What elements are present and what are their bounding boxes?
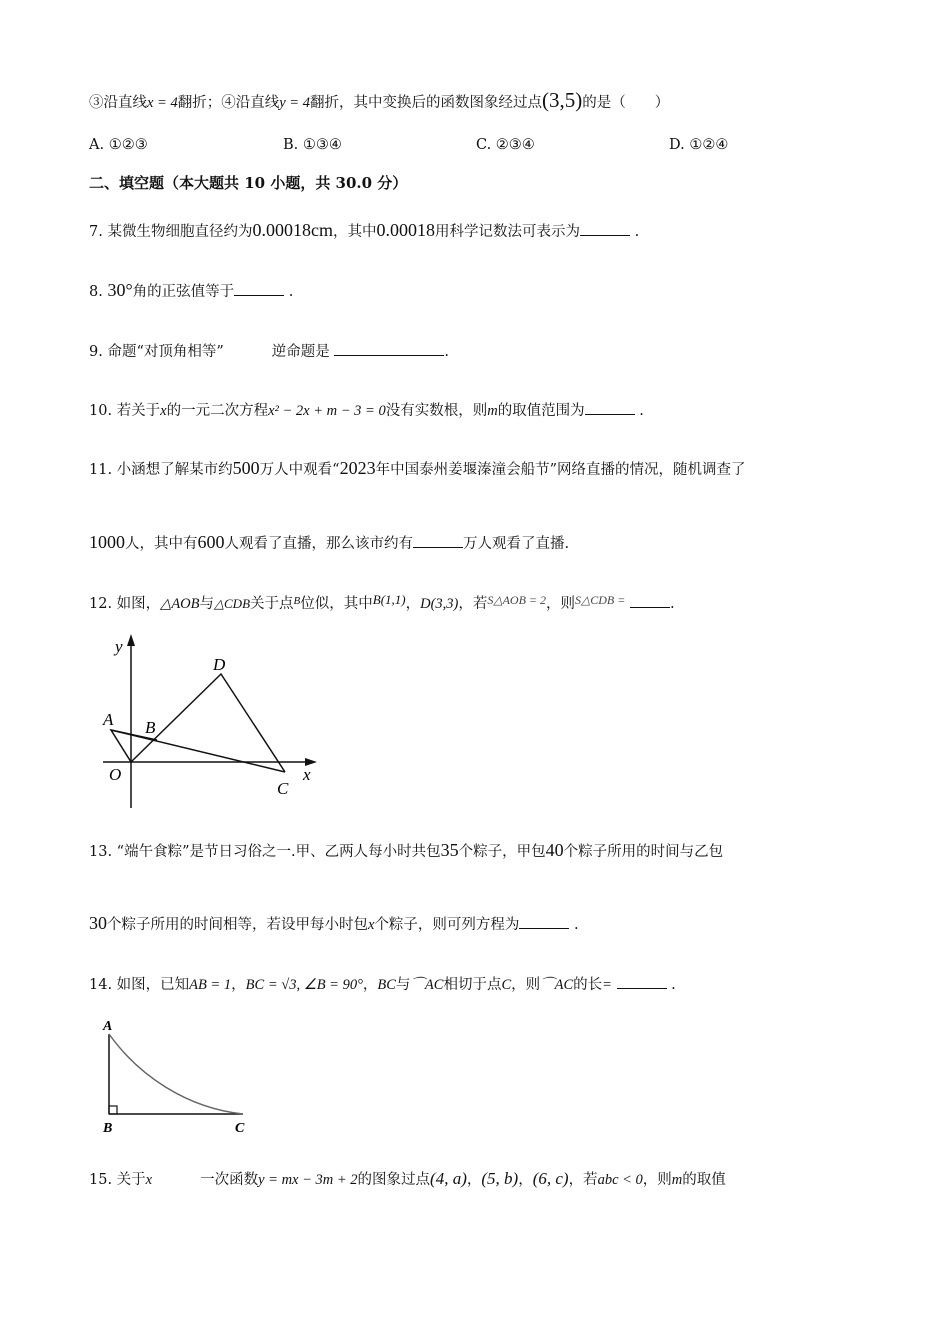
text: . [444,344,449,360]
question-10 [89,399,644,420]
text: 年中国泰州姜堰溱潼会船节”网络直播的情况，随机调查了 [375,462,746,478]
math: x [145,1172,153,1188]
right-angle-mark [109,1106,117,1114]
math: x [160,403,167,419]
text: 个粽子所用的时间与乙包 [563,844,724,860]
text: ， [466,1172,482,1188]
text: 的长 [573,977,603,993]
text: 小涵想了解某市约 [116,462,233,478]
text: 没有实数根，则 [385,403,488,419]
text: ③沿直线 [89,95,147,111]
answer-blank[interactable] [334,341,444,356]
text: . [671,977,676,993]
answer-blank[interactable] [580,221,630,236]
section-heading: 二、填空题（本大题共 10 小题，共 30.0 分） [89,174,408,192]
text: 的图象过点 [357,1172,431,1188]
text: 逆命题是 [271,344,330,360]
label-d: D [213,655,226,674]
label-x: x [303,765,311,784]
text: 翻折，其中变换后的函数图象经过点 [309,95,542,111]
label-y: y [115,637,123,656]
math: m [487,403,498,419]
math: 30° [107,280,133,300]
text: 个粽子，则可列方程为 [374,917,520,933]
question-number: 10. [89,403,113,419]
figure-12-similar-triangles [95,628,335,818]
math: abc < 0 [597,1172,643,1188]
text: 如图， [116,596,161,612]
math: 1000 [89,532,125,552]
text: 与 [395,977,411,993]
label-a: A [103,1019,113,1034]
text: . [574,917,579,933]
text: 位似，其中 [300,596,373,612]
math: C [501,977,512,993]
math: ⌒AC [410,977,444,993]
option-d[interactable]: D. ①②④ [669,137,729,153]
text: 相切于点 [443,977,502,993]
text: . [288,284,294,300]
math: 2023 [339,458,376,478]
question-number: 13. [89,844,113,860]
question-9 [89,340,449,361]
question-11-line2 [89,532,569,553]
question-number: 15. [89,1172,113,1188]
math: x = 4 [147,95,178,111]
label-c: C [235,1121,245,1136]
math: BC [377,977,396,993]
arc-ac [109,1034,243,1114]
question-13-line2 [89,913,579,934]
math: B(1,1) [372,592,406,607]
question-15 [89,1168,726,1189]
text: 的取值 [682,1172,726,1188]
math: = [602,977,612,993]
text: 关于 [116,1172,146,1188]
math: 0.00018 [376,220,435,240]
math: 30 [89,913,107,933]
text: 万人中观看“ [259,462,340,478]
text: ，则 [642,1172,672,1188]
text: ，若 [568,1172,598,1188]
text: 翻折；④沿直线 [177,95,280,111]
question-12 [89,592,675,613]
text: . [634,224,640,240]
math: BC = √3, ∠B = 90° [245,977,363,993]
math: D(3,3) [420,596,459,612]
text: 个粽子，甲包 [458,844,546,860]
question-7 [89,220,639,241]
answer-blank[interactable] [413,533,463,548]
answer-blank[interactable] [585,400,635,415]
math: B [293,595,301,607]
math: 600 [197,532,225,552]
question-11-line1 [89,458,746,479]
text: ， [362,977,378,993]
text: 万人观看了直播. [463,536,570,552]
math: 0.00018cm [252,220,333,240]
question-number: 9. [89,344,103,360]
text: 角的正弦值等于 [132,284,235,300]
y-arrow-icon [127,634,135,646]
text: 命题“对顶角相等” [107,344,224,360]
text: ，则 [546,596,576,612]
label-o: O [109,765,122,784]
answer-blank[interactable] [234,281,284,296]
math: AB = 1 [189,977,232,993]
question-number: 7. [89,224,103,240]
math: 35 [440,840,459,860]
answer-blank[interactable] [630,593,670,608]
text: ，则 [511,977,541,993]
q6-continuation [89,88,669,113]
text: 一次函数 [200,1172,259,1188]
math: △CDB [214,596,251,611]
line-ac [111,730,285,772]
question-8 [89,280,293,301]
math: (5, b) [481,1169,519,1188]
option-a[interactable]: A. ①②③ [89,137,148,153]
text: 的是（ ） [582,95,670,111]
math: y = 4 [279,95,310,111]
answer-blank[interactable] [617,974,667,989]
text: 某微生物细胞直径约为 [107,224,253,240]
question-number: 12. [89,596,113,612]
text: 如图，已知 [116,977,190,993]
math: x² − 2x + m − 3 = 0 [268,403,386,419]
math: 500 [232,458,260,478]
math: S△CDB = [575,593,626,607]
label-b: B [145,718,156,737]
text: 关于点 [250,596,294,612]
math: △AOB [160,596,200,612]
text: 人观看了直播，那么该市约有 [224,536,413,552]
math: (4, a) [430,1169,467,1188]
label-a: A [103,710,114,729]
label-c: C [277,779,289,798]
math: S△AOB = 2 [487,593,547,607]
text: 若关于 [116,403,161,419]
text: ， [518,1172,533,1188]
answer-blank[interactable] [519,914,569,929]
text: 用科学记数法可表示为 [434,224,580,240]
text: 的一元二次方程 [166,403,269,419]
question-number: 8. [89,284,103,300]
math: (6, c) [532,1169,569,1188]
question-number: 11. [89,462,113,478]
text: . [669,596,675,612]
text: ，其中 [332,224,377,240]
math: 40 [545,840,564,860]
question-number: 14. [89,977,113,993]
label-b: B [103,1121,113,1136]
text: . [639,403,644,419]
math: m [671,1172,683,1188]
text: ， [231,977,246,993]
text: 个粽子所用的时间相等，若设甲每小时包 [107,917,368,933]
math: (3,5) [541,88,583,112]
option-b[interactable]: B. ①③④ [283,137,342,153]
figure-14-right-triangle-arc [95,1016,265,1141]
text: 的取值范围为 [497,403,585,419]
question-14 [89,973,676,994]
math: y = mx − 3m + 2 [258,1172,358,1188]
text: 与 [199,596,215,612]
math: ⌒AC [540,977,574,993]
question-13-line1 [89,840,723,861]
math: x [368,917,375,933]
text: ， [405,596,421,612]
text: “端午食粽”是节日习俗之一.甲、乙两人每小时共包 [116,844,441,860]
option-c[interactable]: C. ②③④ [476,137,535,153]
text: 人，其中有 [125,536,198,552]
text: ，若 [458,596,488,612]
